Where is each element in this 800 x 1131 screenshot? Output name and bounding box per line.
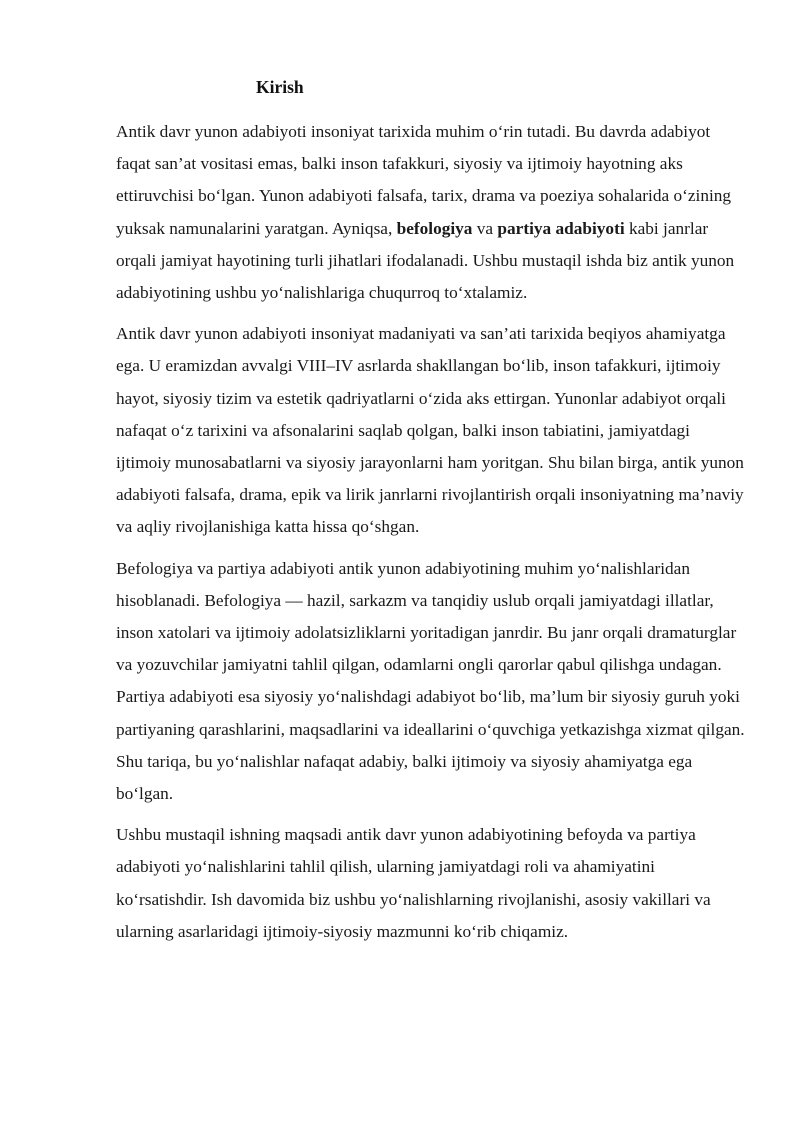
paragraph-2: Antik davr yunon adabiyoti insoniyat madaniyati va san’ati tarixida beqiyos ahamiyatga ega. U eramizdan avvalgi VIII–IV asrlarda shakllangan bo‘lib, inson tafakkuri, ijtimoiy hayot, siyosiy tizim va estetik qadriyatlarni o‘zida aks ettirgan. Yunonlar adabiyot orqali nafaqat o‘z tarixini va afsonalarini saqlab qolgan, balki inson tabiatini, jamiyatdagi ijtimoiy munosabatlarni va siyosiy jarayonlarni ham yoritgan. Shu bilan birga, antik yunon adabiyoti falsafa, drama, epik va lirik janrlarni rivojlantirish orqali insoniyatning ma’naviy va aqliy rivojlanishiga katta hissa qo‘shgan. <box>116 324 744 537</box>
paragraph-intro <box>116 116 748 309</box>
paragraph-4: Ushbu mustaqil ishning maqsadi antik davr yunon adabiyotining befoyda va partiya adabiyoti yo‘nalishlarini tahlil qilish, ularning jamiyatdagi roli va ahamiyatini ko‘rsatishdir. Ish davomida biz ushbu yo‘nalishlarning rivojlanishi, asosiy vakillari va ularning asarlaridagi ijtimoiy-siyosiy mazmunni ko‘rib chiqamiz. <box>116 825 711 941</box>
paragraph-intro-connector: va <box>472 218 498 238</box>
bold-term-befologiya: befologiya <box>396 218 473 238</box>
paragraph-intro-text-start: Antik davr yunon adabiyoti insoniyat tarixida muhim o‘rin tutadi. Bu davrda adabiyot faqat san’at vositasi emas, balki inson tafakkuri, siyosiy va ijtimoiy hayotning aks ettiruvchisi bo‘lgan. Yunon adabiyoti falsafa, tarix, drama va poeziya sohalarida o‘zining yuksak namunalarini yaratgan. Ayniqsa, <box>116 122 732 238</box>
document-body <box>116 116 748 957</box>
document-title: Kirish <box>256 77 304 97</box>
paragraph-3: Befologiya va partiya adabiyoti antik yunon adabiyotining muhim yo‘nalishlaridan hisoblanadi. Befologiya — hazil, sarkazm va tanqidiy uslub orqali jamiyatdagi illatlar, inson xatolari va ijtimoiy adolatsizliklarni yoritadigan janrdir. Bu janr orqali dramaturglar va yozuvchilar jamiyatni tahlil qilgan, odamlarni ongli qarorlar qabul qilishga undagan. Partiya adabiyoti esa siyosiy yo‘nalishdagi adabiyot bo‘lib, ma’lum bir siyosiy guruh yoki partiyaning qarashlarini, maqsadlarini va ideallarini o‘quvchiga yetkazishga xizmat qilgan. Shu tariqa, bu yo‘nalishlar nafaqat adabiy, balki ijtimoiy va siyosiy ahamiyatga ega bo‘lgan. <box>116 558 745 804</box>
bold-term-partiya-adabiyoti: partiya adabiyoti <box>497 218 625 238</box>
paragraph-intro-text-end: kabi janrlar orqali jamiyat hayotining turli jihatlari ifodalanadi. Ushbu mustaqil ishda biz antik yunon adabiyotining ushbu yo‘nalishlariga chuqurroq to‘xtalamiz. <box>116 218 735 303</box>
